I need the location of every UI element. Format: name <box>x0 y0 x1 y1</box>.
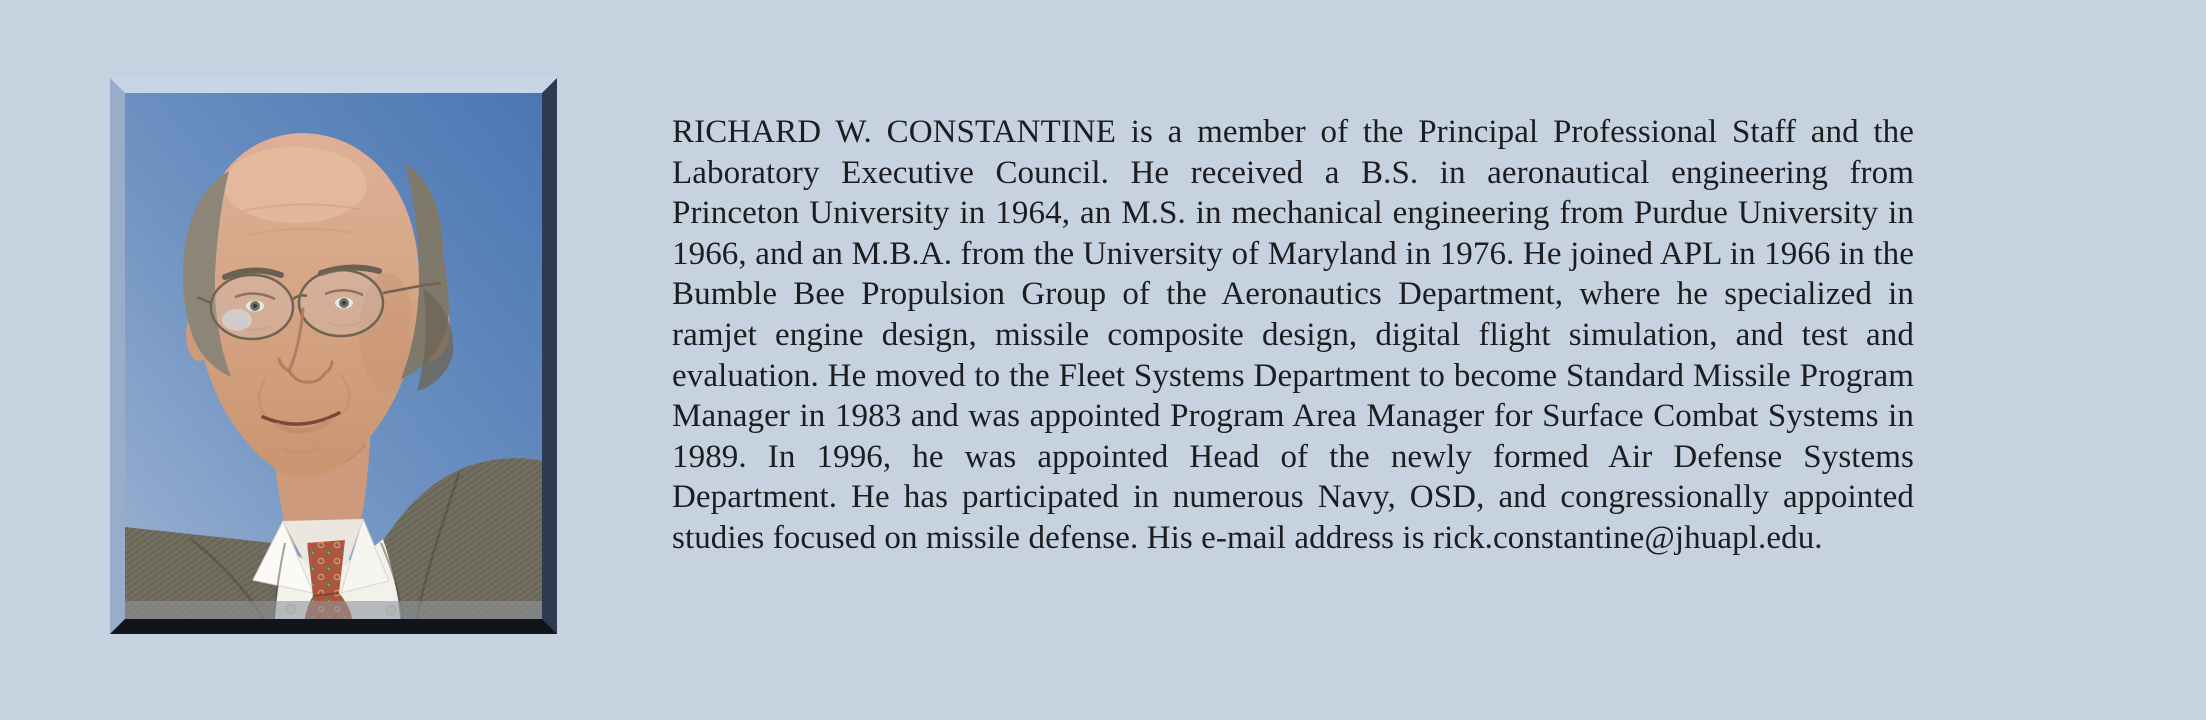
photo-bottom-shade <box>125 601 542 619</box>
biography-paragraph <box>672 112 1914 559</box>
author-name: RICHARD W. CONSTANTINE <box>672 114 1117 150</box>
portrait-photo-frame <box>110 78 557 634</box>
biography-body: is a member of the Principal Professional Staff and the Laboratory Executive Council. He received a B.S. in aeronautical engineering from Princeton University in 1964, an M.S. in mechanical engineering from Purdue University in 1966, and an M.B.A. from the University of Maryland in 1976. He joined APL in 1966 in the Bumble Bee Propulsion Group of the Aeronautics Department, where he specialized in ramjet engine design, missile composite design, digital flight simulation, and test and evaluation. He moved to the Fleet Systems Department to become Standard Missile Program Manager in 1983 and was appointed Program Area Manager for Surface Combat Systems in 1989. In 1996, he was appointed Head of the newly formed Air Defense Systems Department. He has participated in numerous Navy, OSD, and congressionally appointed studies focused on missile defense. His e-mail address is rick.constantine@jhuapl.edu. <box>672 114 1914 556</box>
portrait-photo <box>125 93 542 619</box>
